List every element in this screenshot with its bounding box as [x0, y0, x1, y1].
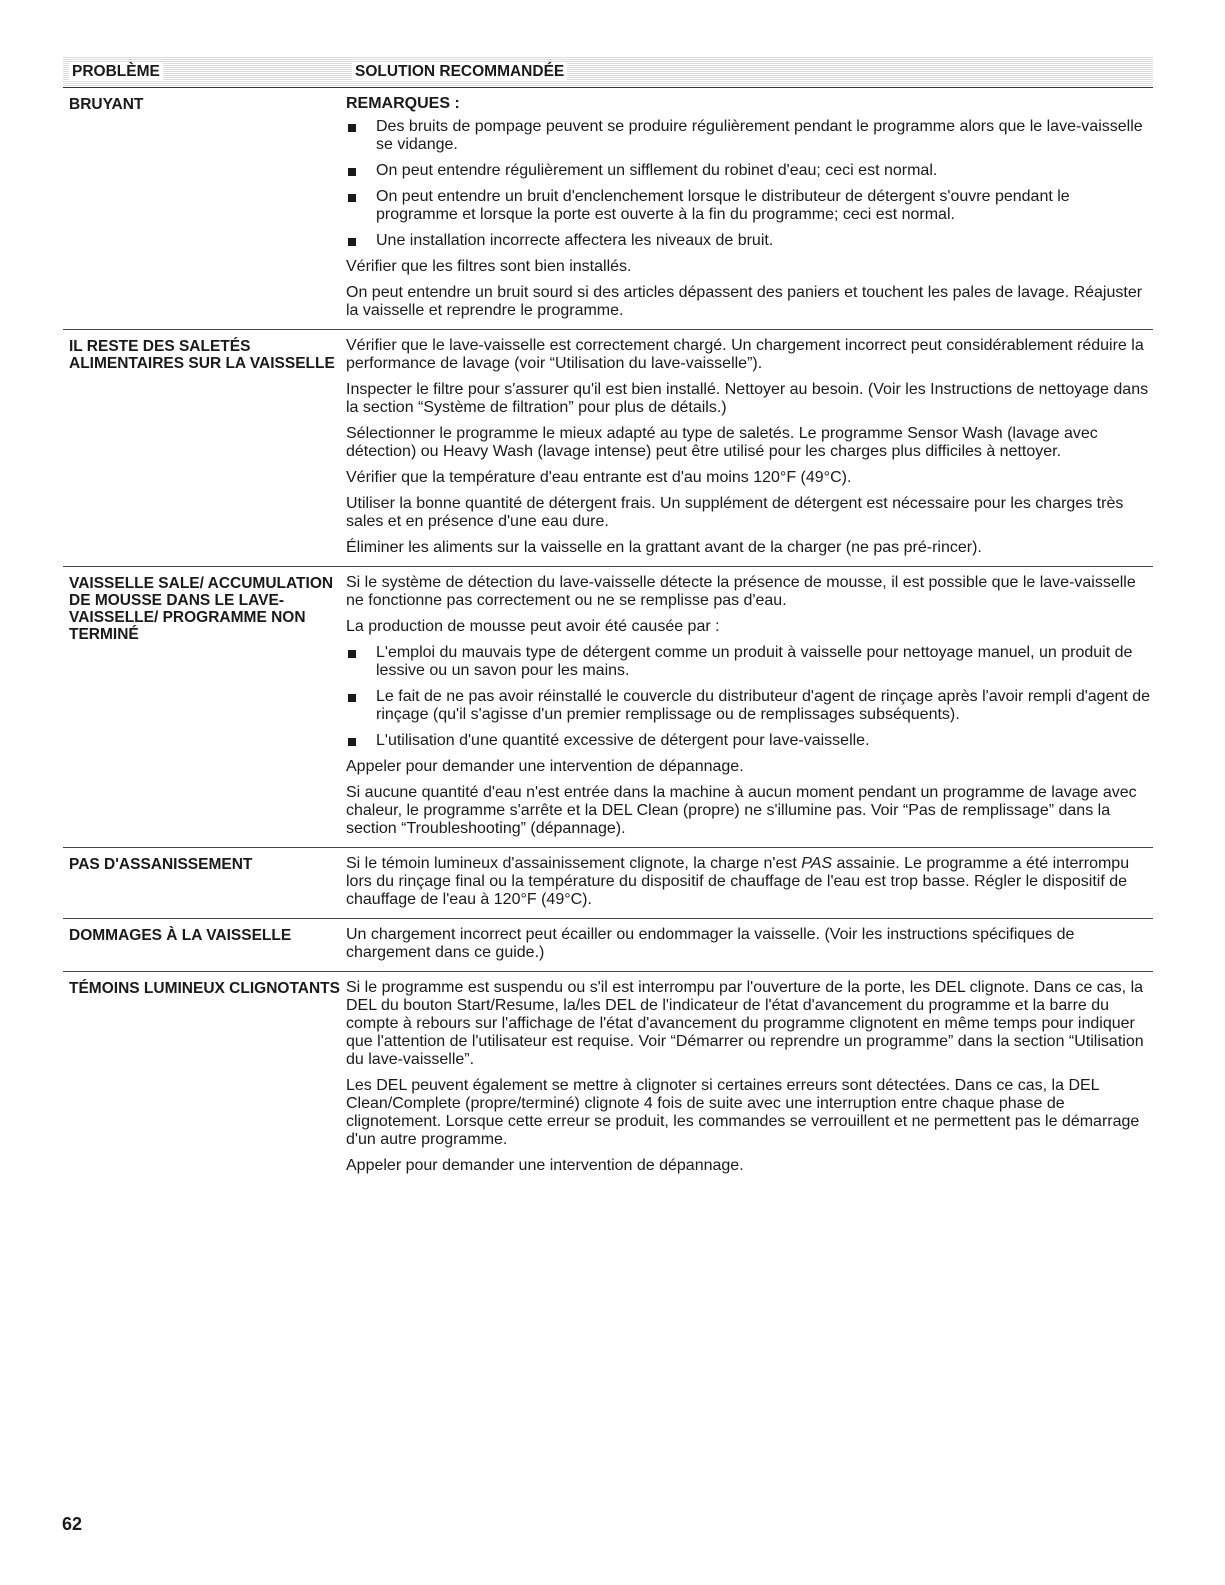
solution-paragraph: Si le système de détection du lave-vaisselle détecte la présence de mousse, il est possible que le lave-vaisselle ne fonctionne pas correctement ou ne se remplisse pas d'eau.	[346, 574, 1136, 609]
solution-paragraph: Utiliser la bonne quantité de détergent frais. Un supplément de détergent est nécessaire pour les charges très sales et en présence d'une eau dure.	[346, 495, 1124, 530]
solution-paragraph	[346, 855, 1153, 909]
solution-paragraph: Appeler pour demander une intervention de dépannage.	[346, 758, 744, 775]
table-row	[63, 330, 1153, 567]
list-item: L'utilisation d'une quantité excessive de détergent pour lave-vaisselle.	[346, 732, 1153, 750]
troubleshooting-table	[63, 56, 1153, 1184]
list-item: Une installation incorrecte affectera les niveaux de bruit.	[346, 232, 1153, 250]
solution-paragraph: Si aucune quantité d'eau n'est entrée dans la machine à aucun moment pendant un programme de lavage avec chaleur, le programme s'arrête et la DEL Clean (propre) ne s'illumine pas. Voir “Pas de remplissage” dans la section “Troubleshooting” (dépannage).	[346, 784, 1137, 837]
solution-cell	[346, 574, 1153, 838]
text-run: Si le témoin lumineux d'assainissement clignote, la charge n'est	[346, 855, 802, 872]
table-header	[63, 56, 1153, 88]
table-row	[63, 972, 1153, 1184]
solution-cell	[346, 855, 1153, 909]
table-row	[63, 567, 1153, 848]
table-row	[63, 88, 1153, 330]
solution-paragraph: Un chargement incorrect peut écailler ou endommager la vaisselle. (Voir les instructions spécifiques de chargement dans ce guide.)	[346, 926, 1075, 961]
list-item: Le fait de ne pas avoir réinstallé le couvercle du distributeur d'agent de rinçage après l'avoir rempli d'agent de rinçage (qu'il s'agisse d'un premier remplissage ou de remplissages subséquents).	[346, 688, 1153, 724]
list-item: Des bruits de pompage peuvent se produire régulièrement pendant le programme alors que le lave-vaisselle se vidange.	[346, 118, 1153, 154]
solution-paragraph: Si le programme est suspendu ou s'il est interrompu par l'ouverture de la porte, les DEL clignote. Dans ce cas, la DEL du bouton Start/Resume, la/les DEL de l'indicateur de l'état d'avancement du programme et la barre du compte à rebours sur l'affichage de l'état d'avancement du programme clignotent en même temps pour indiquer que l'attention de l'utilisateur est requise. Voir “Démarrer ou reprendre un programme” dans la section “Utilisation du lave-vaisselle”.	[346, 979, 1144, 1068]
problem-label: IL RESTE DES SALETÉS ALIMENTAIRES SUR LA VAISSELLE	[69, 338, 335, 372]
problem-label: DOMMAGES À LA VAISSELLE	[69, 927, 292, 944]
page-number: 62	[62, 1514, 83, 1534]
solution-paragraph: La production de mousse peut avoir été causée par :	[346, 618, 720, 635]
solution-paragraph: Inspecter le filtre pour s'assurer qu'il est bien installé. Nettoyer au besoin. (Voir les Instructions de nettoyage dans la section “Système de filtration” pour plus de détails.)	[346, 381, 1149, 416]
header-solution: SOLUTION RECOMMANDÉE	[352, 63, 567, 80]
solution-paragraph: Les DEL peuvent également se mettre à clignoter si certaines erreurs sont détectées. Dans ce cas, la DEL Clean/Complete (propre/terminé) clignote 4 fois de suite avec une interruption entre chaque phase de clignotement. Lorsque cette erreur se produit, les commandes se verrouillent et ne permettent pas le démarrage d'un autre programme.	[346, 1077, 1140, 1148]
problem-label: PAS D'ASSANISSEMENT	[69, 856, 253, 873]
emphasis-text: PAS	[801, 855, 833, 872]
solution-paragraph: Appeler pour demander une intervention de dépannage.	[346, 1157, 744, 1174]
problem-label: VAISSELLE SALE/ ACCUMULATION DE MOUSSE DANS LE LAVE-VAISSELLE/ PROGRAMME NON TERMINÉ	[69, 575, 334, 643]
solution-cell	[346, 979, 1153, 1175]
solution-paragraph: Vérifier que la température d'eau entrante est d'au moins 120°F (49°C).	[346, 469, 852, 486]
solution-paragraph: On peut entendre un bruit sourd si des articles dépassent des paniers et touchent les pales de lavage. Réajuster la vaisselle et reprendre le programme.	[346, 284, 1143, 319]
list-item: L'emploi du mauvais type de détergent comme un produit à vaisselle pour nettoyage manuel, un produit de lessive ou un savon pour les mains.	[346, 644, 1153, 680]
table-row	[63, 848, 1153, 919]
table-row	[63, 919, 1153, 972]
solution-cell	[346, 337, 1153, 557]
solution-cell	[346, 95, 1153, 320]
header-problem: PROBLÈME	[69, 63, 163, 80]
notes-heading: REMARQUES :	[346, 95, 460, 112]
solution-paragraph: Sélectionner le programme le mieux adapté au type de saletés. Le programme Sensor Wash (lavage avec détection) ou Heavy Wash (lavage intense) peut être utilisé pour les charges plus difficiles à nettoyer.	[346, 425, 1098, 460]
bullet-list	[346, 118, 1153, 250]
solution-cell	[346, 926, 1153, 962]
problem-label: BRUYANT	[69, 96, 144, 113]
list-item: On peut entendre régulièrement un sifflement du robinet d'eau; ceci est normal.	[346, 162, 1153, 180]
problem-label: TÉMOINS LUMINEUX CLIGNOTANTS	[69, 980, 340, 997]
solution-paragraph: Éliminer les aliments sur la vaisselle en la grattant avant de la charger (ne pas pré-rincer).	[346, 539, 982, 556]
bullet-list	[346, 644, 1153, 750]
solution-paragraph: Vérifier que les filtres sont bien installés.	[346, 258, 632, 275]
text-run: assainie. Le programme a été interrompu lors du rinçage final ou la température du dispositif de chauffage de l'eau est trop basse. Régler le dispositif de chauffage de l'eau à 120°F (49°C).	[346, 855, 1130, 908]
list-item: On peut entendre un bruit d'enclenchement lorsque le distributeur de détergent s'ouvre pendant le programme et lorsque la porte est ouverte à la fin du programme; ceci est normal.	[346, 188, 1153, 224]
solution-paragraph: Vérifier que le lave-vaisselle est correctement chargé. Un chargement incorrect peut considérablement réduire la performance de lavage (voir “Utilisation du lave-vaisselle”).	[346, 337, 1144, 372]
